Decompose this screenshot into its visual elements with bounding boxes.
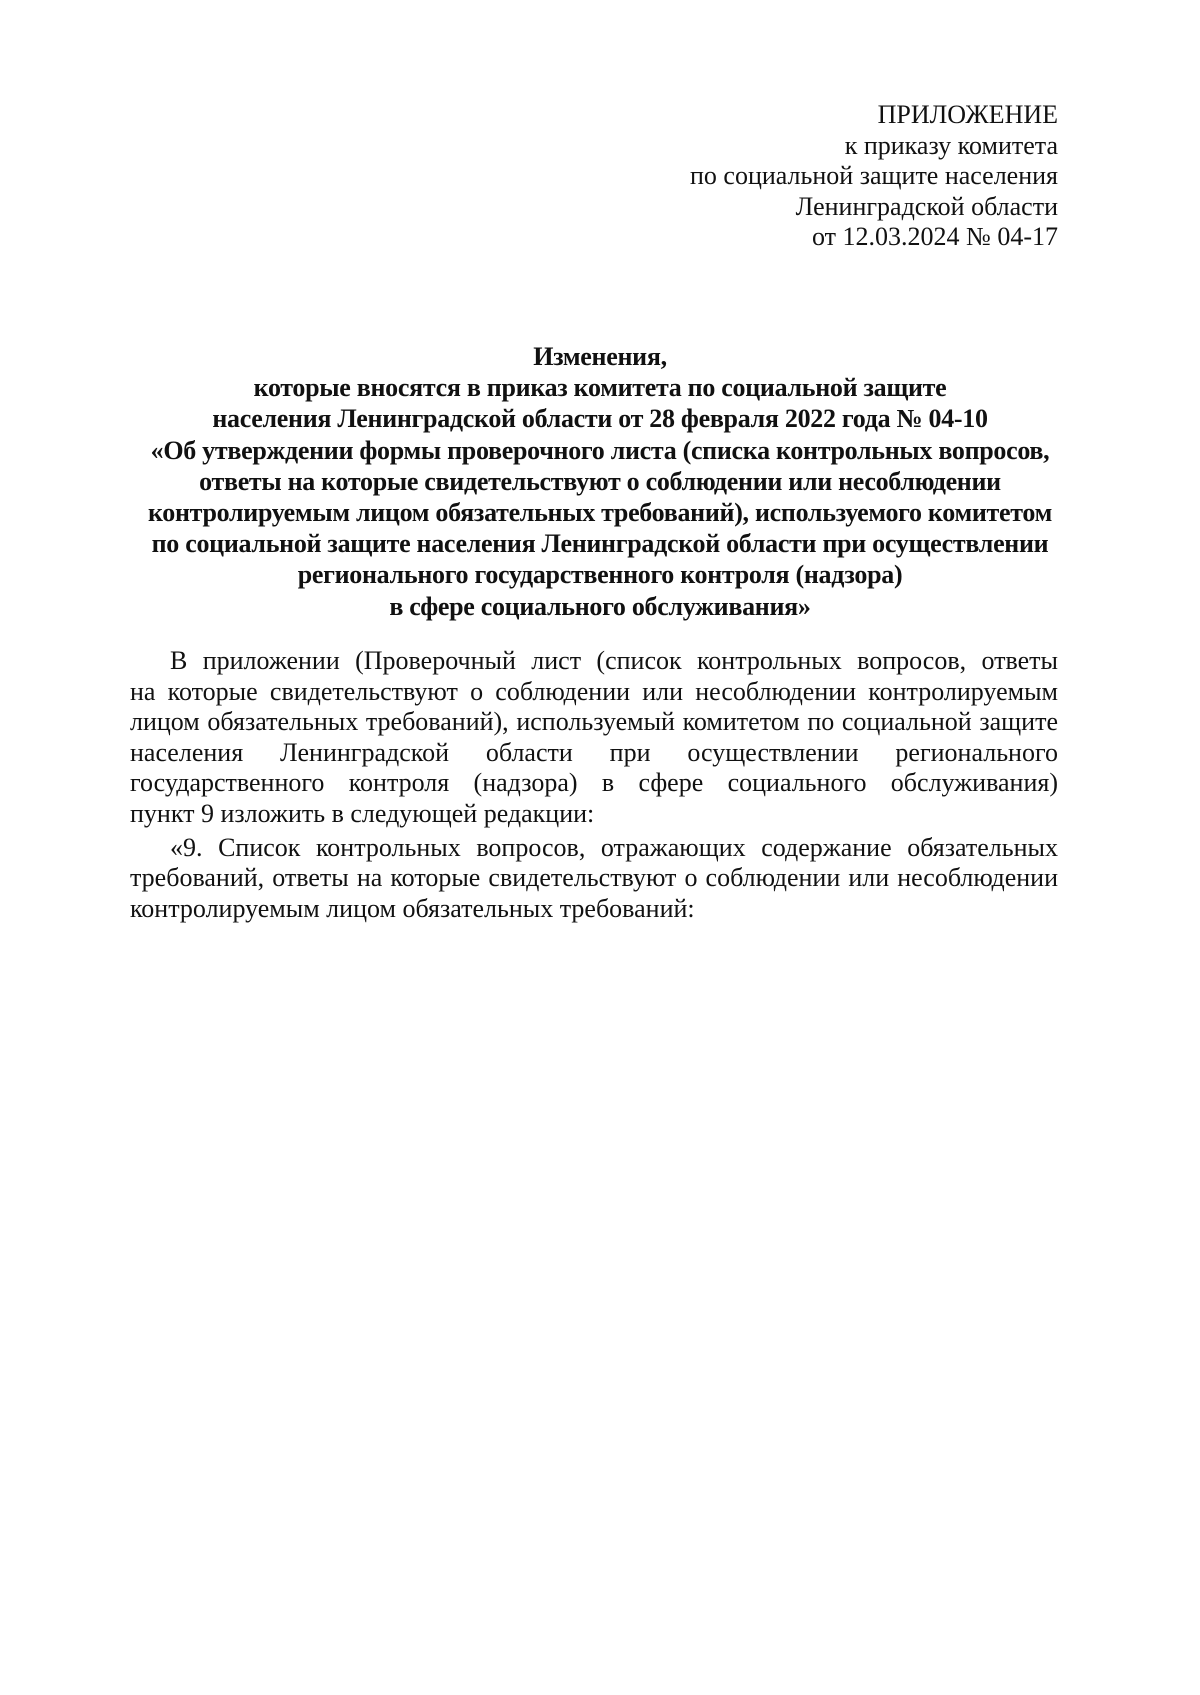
body-line: В приложении (Проверочный лист (список контрольных вопросов, ответы	[170, 646, 1058, 675]
body-line: лицом обязательных требований), используемый комитетом по социальной защите	[130, 707, 1058, 737]
body-line: пункт 9 изложить в следующей редакции:	[130, 798, 595, 828]
heading-line: «Об утверждении формы проверочного листа (списка контрольных вопросов,	[150, 435, 1050, 465]
appendix-title: ПРИЛОЖЕНИЕ	[877, 100, 1058, 129]
body-line: государственного контроля (надзора) в сфере социального обслуживания)	[130, 768, 1058, 798]
body-line: контролируемым лицом обязательных требований:	[130, 893, 695, 923]
body-line: «9. Список контрольных вопросов, отражающих содержание обязательных	[170, 832, 1058, 862]
body-line: населения Ленинградской области при осуществлении регионального	[130, 737, 1058, 767]
heading-line: в сфере социального обслуживания»	[389, 591, 811, 621]
body-line: на которые свидетельствуют о соблюдении или несоблюдении контролируемым	[130, 676, 1058, 706]
appendix-line: Ленинградской области	[795, 191, 1058, 221]
appendix-line: к приказу комитета	[844, 130, 1058, 160]
appendix-block	[690, 100, 1058, 253]
body-line: требований, ответы на которые свидетельствуют о соблюдении или несоблюдении	[130, 863, 1058, 893]
paragraph-1	[130, 646, 1058, 830]
document-heading	[100, 341, 1100, 622]
appendix-line: по социальной защите населения	[689, 161, 1058, 190]
heading-line: ответы на которые свидетельствуют о соблюдении или несоблюдении	[199, 466, 1001, 496]
heading-line: которые вносятся в приказ комитета по социальной защите	[253, 373, 947, 403]
document-body	[130, 646, 1058, 924]
heading-line: регионального государственного контроля (надзора)	[297, 560, 903, 590]
heading-line: населения Ленинградской области от 28 февраля 2022 года № 04-10	[212, 404, 988, 434]
heading-line: контролируемым лицом обязательных требований), используемого комитетом	[147, 498, 1053, 528]
appendix-date-number: от 12.03.2024 № 04-17	[812, 222, 1058, 251]
paragraph-2	[130, 833, 1058, 925]
heading-line: Изменения,	[533, 342, 667, 371]
heading-line: по социальной защите населения Ленинградской области при осуществлении	[151, 529, 1049, 559]
